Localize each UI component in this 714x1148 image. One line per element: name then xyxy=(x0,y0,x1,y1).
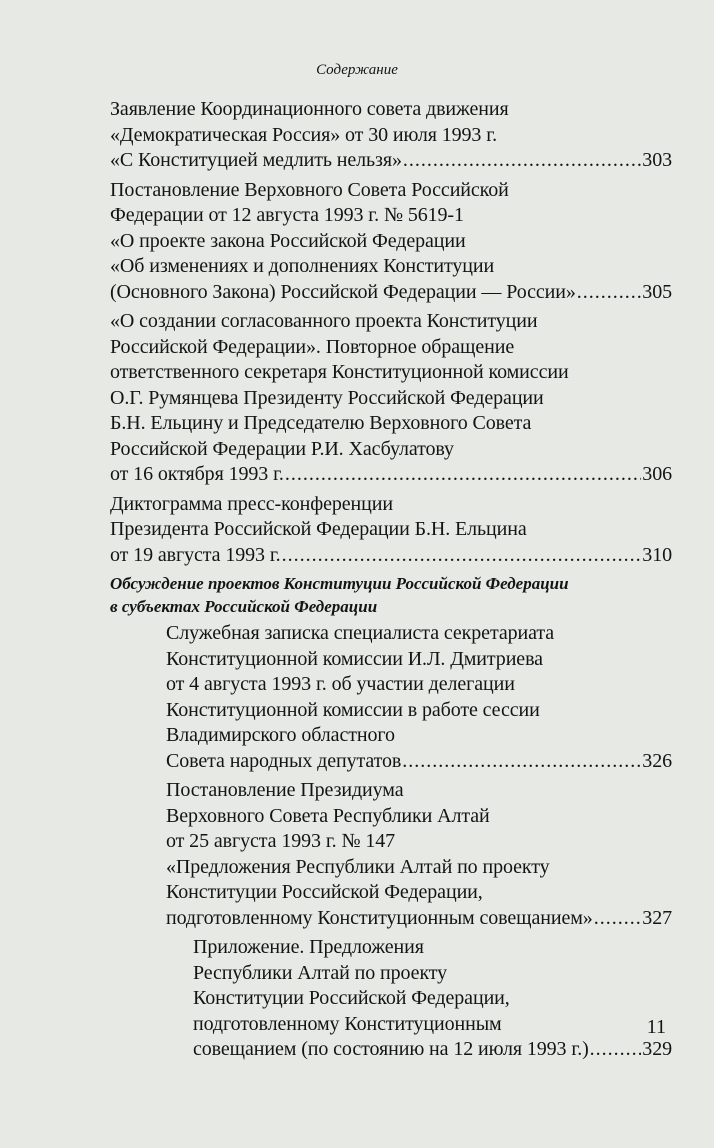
section-heading-line: в субъектах Российской Федерации xyxy=(110,597,378,616)
page-number: 11 xyxy=(646,1016,666,1038)
entry-line: Федерации от 12 августа 1993 г. № 5619-1 xyxy=(110,204,464,226)
entry-line: Президента Российской Федерации Б.Н. Ельцина xyxy=(110,518,527,540)
toc-entry[interactable] xyxy=(166,778,672,931)
entry-line: подготовленному Конституционным xyxy=(193,1012,502,1035)
page-title: Содержание xyxy=(316,62,398,78)
entry-line: совещанием (по состоянию на 12 июля 1993 г.) xyxy=(193,1038,589,1060)
section-heading xyxy=(110,572,672,618)
entry-line: Приложение. Предложения xyxy=(193,936,424,958)
entry-line: «О создании согласованного проекта Конституции xyxy=(110,310,538,332)
entry-line: «О проекте закона Российской Федерации xyxy=(110,229,466,252)
entry-line: Заявление Координационного совета движения xyxy=(110,98,509,120)
dot-leader xyxy=(577,280,642,306)
entry-line: Российской Федерации». Повторное обращение xyxy=(110,335,515,358)
table-of-contents xyxy=(110,97,672,1067)
page-ref: 310 xyxy=(642,543,672,566)
entry-line: Конституции Российской Федерации, xyxy=(193,987,510,1009)
entry-last-line xyxy=(193,1037,672,1063)
entry-line: «Об изменениях и дополнениях Конституции xyxy=(110,255,495,277)
page-ref: 305 xyxy=(642,280,672,303)
section-heading-line: Обсуждение проектов Конституции Российской Федерации xyxy=(110,574,569,593)
entry-line: Служебная записка специалиста секретариата xyxy=(166,622,555,644)
entry-line: Республики Алтай по проекту xyxy=(193,961,448,984)
entry-last-line xyxy=(110,462,672,488)
entry-last-line xyxy=(110,148,672,174)
page-ref: 306 xyxy=(642,463,672,485)
entry-last-line xyxy=(166,749,672,775)
dot-leader xyxy=(282,543,642,569)
page-ref: 326 xyxy=(642,749,672,772)
dot-leader xyxy=(403,148,641,174)
page-ref: 303 xyxy=(642,149,672,171)
entry-line: Диктограмма пресс-конференции xyxy=(110,492,393,515)
entry-line: Постановление Президиума xyxy=(166,779,404,801)
entry-line: Конституционной комиссии И.Л. Дмитриева xyxy=(166,647,543,670)
entry-last-line xyxy=(110,543,672,569)
entry-line: «С Конституцией медлить нельзя» xyxy=(110,149,402,171)
dot-leader xyxy=(402,749,641,775)
dot-leader xyxy=(285,462,641,488)
toc-entry[interactable] xyxy=(110,309,672,488)
entry-line: от 19 августа 1993 г. xyxy=(110,543,281,566)
entry-line: Б.Н. Ельцину и Председателю Верховного Совета xyxy=(110,412,532,434)
toc-entry[interactable] xyxy=(166,621,672,774)
entry-line: «Демократическая Россия» от 30 июля 1993 г. xyxy=(110,123,497,146)
page-ref: 327 xyxy=(642,906,672,929)
entry-line: Конституции Российской Федерации, xyxy=(166,881,483,903)
entry-line: Верховного Совета Республики Алтай xyxy=(166,804,490,827)
dot-leader xyxy=(594,906,642,932)
entry-line: от 16 октября 1993 г. xyxy=(110,463,284,485)
toc-entry[interactable] xyxy=(193,935,672,1063)
entry-line: Постановление Верховного Совета Российской xyxy=(110,178,509,201)
entry-line: Конституционной комиссии в работе сессии xyxy=(166,698,540,721)
toc-entry[interactable] xyxy=(110,492,672,569)
entry-line: подготовленному Конституционным совещанием» xyxy=(166,906,593,929)
page-ref: 329 xyxy=(642,1038,672,1060)
entry-last-line xyxy=(110,280,672,306)
entry-line: от 4 августа 1993 г. об участии делегации xyxy=(166,673,515,695)
entry-line: ответственного секретаря Конституционной комиссии xyxy=(110,361,569,383)
entry-line: О.Г. Румянцева Президенту Российской Федерации xyxy=(110,386,544,409)
toc-entry[interactable] xyxy=(110,97,672,174)
entry-line: «Предложения Республики Алтай по проекту xyxy=(166,855,550,878)
toc-entry[interactable] xyxy=(110,178,672,306)
entry-line: Совета народных депутатов xyxy=(166,749,402,772)
entry-last-line xyxy=(166,906,672,932)
entry-line: от 25 августа 1993 г. № 147 xyxy=(166,830,396,852)
dot-leader xyxy=(590,1037,642,1063)
entry-line: Владимирского областного xyxy=(166,724,395,746)
entry-line: (Основного Закона) Российской Федерации — России» xyxy=(110,280,576,303)
entry-line: Российской Федерации Р.И. Хасбулатову xyxy=(110,437,454,460)
